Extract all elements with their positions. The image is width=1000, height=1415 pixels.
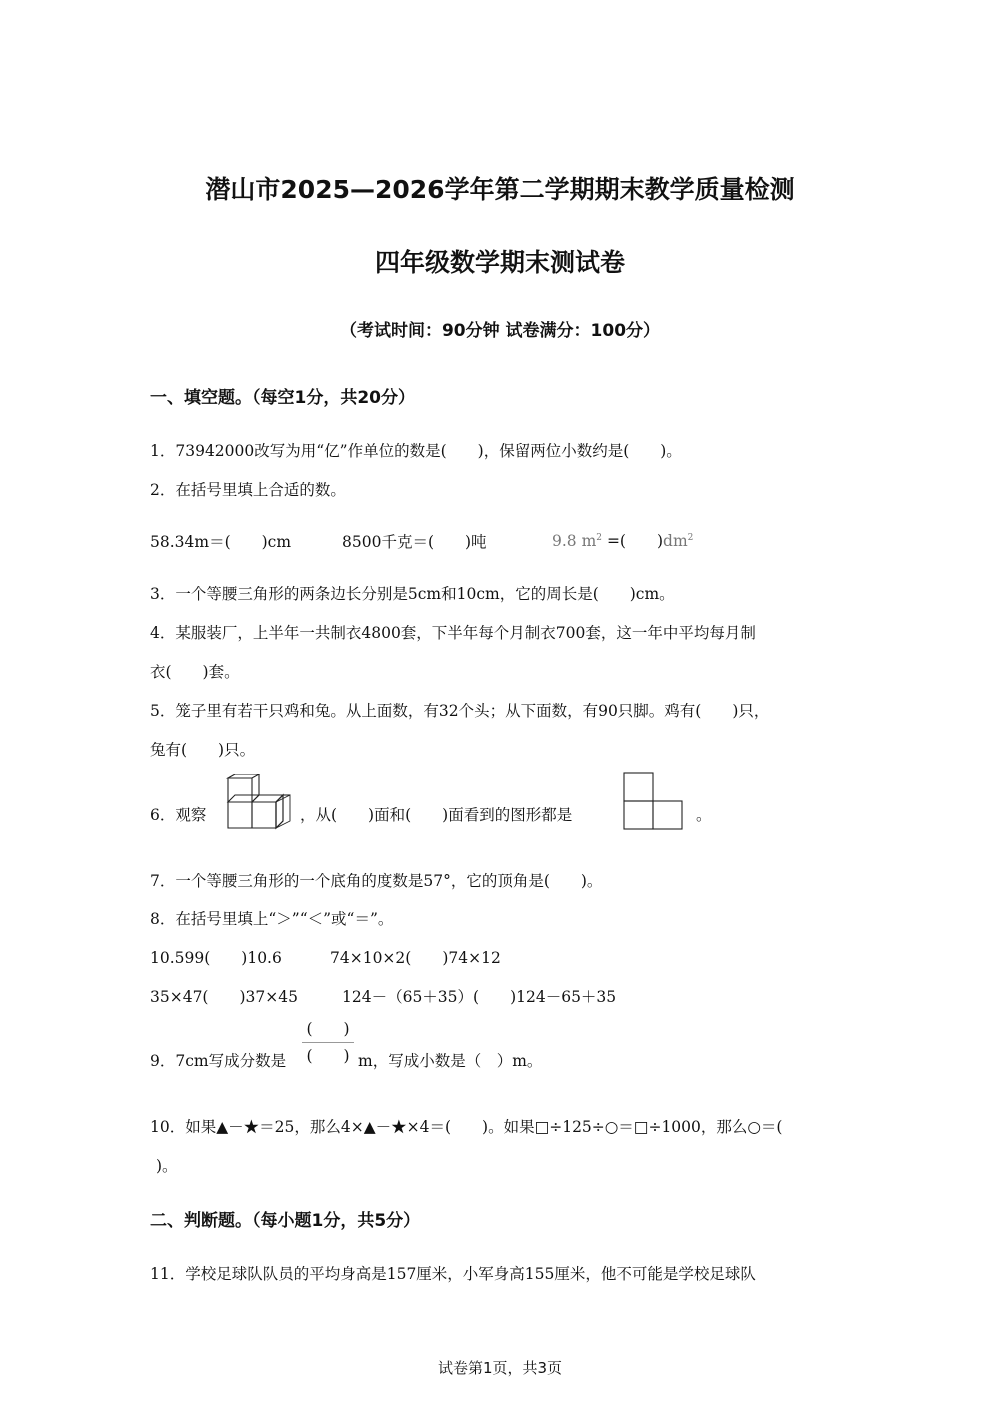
question-8a: 10.599( )10.6: [150, 949, 282, 967]
question-4-line2: 衣( )套。: [150, 663, 240, 681]
fraction-numerator: ( ): [306, 1020, 350, 1038]
question-8d: 124－（65＋35）( )124－65＋35: [342, 988, 617, 1006]
section1-heading: 一、填空题。（每空1分，共20分）: [150, 388, 415, 408]
question-4-line1: 4．某服装厂，上半年一共制衣4800套，下半年每个月制衣700套，这一年中平均每月制: [150, 624, 756, 642]
view-shape-figure: [622, 771, 686, 831]
q2c-unit: dm: [663, 532, 688, 550]
q2c-mid: =( ): [602, 532, 664, 550]
page-footer: 试卷第1页，共3页: [437, 1359, 563, 1377]
q2c-sup: 2: [596, 532, 603, 543]
q2c-value: 9.8 m: [552, 532, 597, 550]
exam-subtitle: 四年级数学期末测试卷: [374, 248, 625, 277]
question-9-post: m，写成小数是（ ）m。: [358, 1052, 543, 1070]
question-8: 8．在括号里填上“＞”“＜”或“＝”。: [150, 910, 394, 928]
exam-title: 潜山市2025—2026学年第二学期期末教学质量检测: [205, 175, 795, 204]
q2c-unit-sup: 2: [687, 532, 694, 543]
question-2: 2．在括号里填上合适的数。: [150, 481, 346, 499]
question-6-mid: ，从( )面和( )面看到的图形都是: [300, 806, 573, 824]
cube-stack-figure: [225, 774, 295, 832]
question-2c: [552, 529, 693, 551]
question-6-pre: 6．观察: [150, 806, 207, 824]
question-10-line2: )。: [156, 1157, 178, 1175]
question-8b: 74×10×2( )74×12: [330, 949, 501, 967]
exam-info: （考试时间：90分钟 试卷满分：100分）: [339, 321, 661, 341]
question-9-fraction: [302, 1018, 354, 1067]
question-7: 7．一个等腰三角形的一个底角的度数是57°，它的顶角是( )。: [150, 872, 603, 890]
question-2b: 8500千克＝( )吨: [342, 533, 487, 551]
question-8c: 35×47( )37×45: [150, 988, 298, 1006]
question-11: 11．学校足球队队员的平均身高是157厘米，小军身高155厘米，他不可能是学校足球队: [150, 1265, 756, 1283]
fraction-denominator: ( ): [306, 1047, 350, 1065]
question-1: 1．73942000改写为用“亿”作单位的数是( )，保留两位小数约是( )。: [150, 442, 682, 460]
question-10-line1: 10．如果▲－★＝25，那么4×▲－★×4＝( )。如果□÷125÷○＝□÷1000，那么○＝(: [150, 1118, 783, 1136]
question-6-end: 。: [696, 806, 712, 824]
question-2a: 58.34m＝( )cm: [150, 533, 292, 551]
question-5-line1: 5．笼子里有若干只鸡和兔。从上面数，有32个头；从下面数，有90只脚。鸡有( )只，: [150, 702, 770, 720]
question-9-pre: 9．7cm写成分数是: [150, 1052, 287, 1070]
fraction-bar: [302, 1042, 354, 1043]
question-3: 3．一个等腰三角形的两条边长分别是5cm和10cm，它的周长是( )cm。: [150, 585, 675, 603]
question-5-line2: 兔有( )只。: [150, 741, 256, 759]
section2-heading: 二、判断题。（每小题1分，共5分）: [150, 1211, 421, 1231]
